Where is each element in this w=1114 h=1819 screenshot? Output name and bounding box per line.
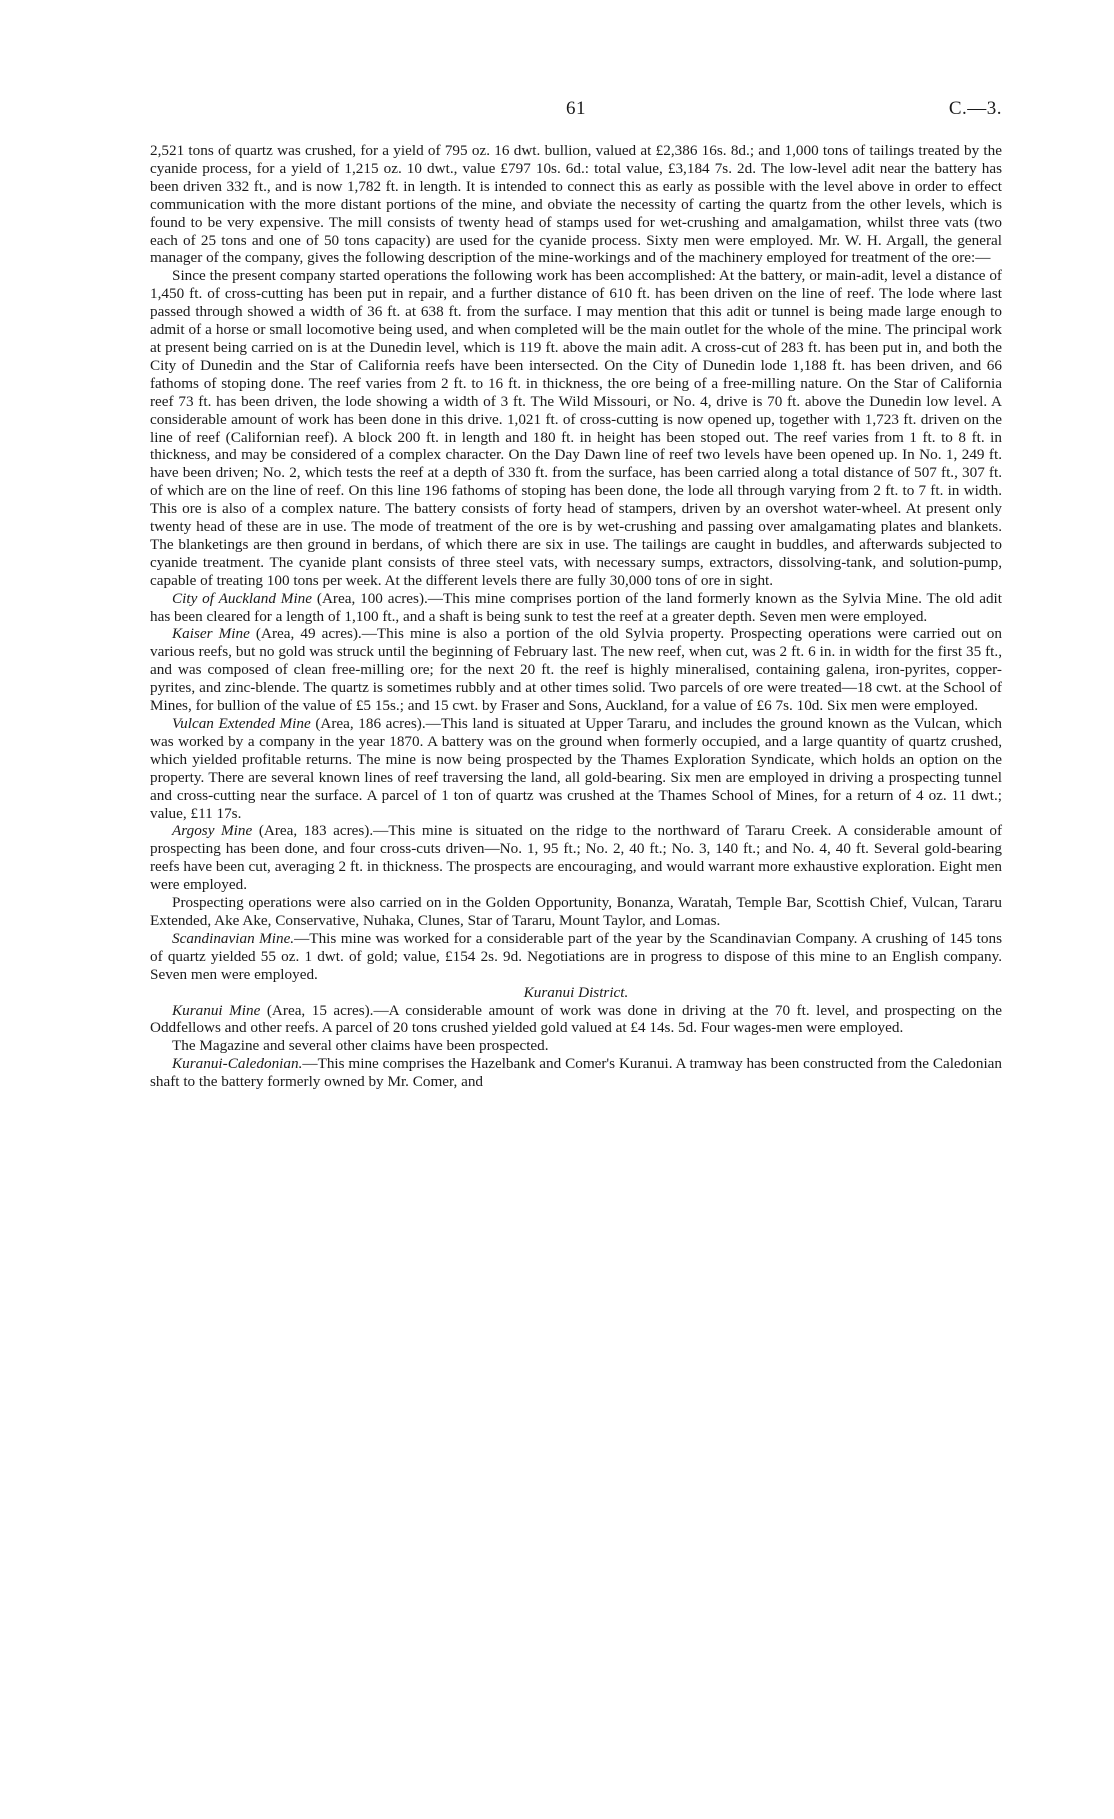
page-number: 61 — [566, 98, 586, 119]
section-heading: Kuranui District. — [523, 983, 629, 1001]
paragraph-text: (Area, 15 acres).—A considerable amount of work was done in driving at the 70 ft. level, and prospecting on the Oddfellows and other reefs. A parcel of 20 tons crushed yielded gold valued at £4 14s. 5d. Four wages-men were employed. — [150, 1001, 1002, 1037]
mine-name: Kaiser Mine — [172, 625, 250, 643]
mine-name: Vulcan Extended Mine — [172, 715, 311, 732]
paragraph-text: (Area, 49 acres).—This mine is also a portion of the old Sylvia property. Prospecting operations were carried out on various reefs, but no gold was struck until the beginning of February last. The new reef, when cut, was 2 ft. 6 in. in width for the first 35 ft., and was composed of clean free-milling ore; for the next 20 ft. the reef is highly mineralised, containing galena, iron-pyrites, copper-pyrites, and zinc-blende. The quartz is sometimes rubbly and at other times solid. Two parcels of ore were treated—18 cwt. at the School of Mines, for bullion of the value of £5 15s.; and 15 cwt. by Fraser and Sons, Auckland, for a value of £6 7s. 10d. Six men were employed. — [150, 625, 1002, 715]
page-header — [150, 92, 1002, 128]
mine-name: Argosy Mine — [172, 822, 253, 840]
paragraph-text: —This mine comprises the Hazelbank and Comer's Kuranui. A tramway has been constructed from the Caledonian shaft to the battery formerly owned by Mr. Comer, and — [150, 1055, 1002, 1091]
paragraph — [150, 822, 1002, 894]
paragraph — [150, 1002, 1002, 1038]
document-reference: C.—3. — [948, 98, 1002, 119]
mine-name: City of Auckland Mine — [172, 589, 313, 607]
paragraph — [150, 1055, 1002, 1091]
paragraph-text: Since the present company started operations the following work has been accomplished: At the battery, or main-adit, level a distance of 1,450 ft. of cross-cutting has been put in repair, and a further distance of 610 ft. has been driven on the line of reef. The lode where last passed through showed a width of 36 ft. at 638 ft. from the surface. I may mention that this adit or tunnel is being made large enough to admit of a horse or small locomotive being used, and when completed will be the main outlet for the whole of the mine. The principal work at present being carried on is at the Dunedin level, which is 119 ft. above the main adit. A cross-cut of 283 ft. has been put in, and both the City of Dunedin and the Star of California reefs have been intersected. On the City of Dunedin lode 1,188 ft. has been driven, and 66 fathoms of stoping done. The reef varies from 2 ft. to 16 ft. in thickness, the ore being of a free-milling nature. On the Star of California reef 73 ft. has been driven, the lode showing a width of 3 ft. The Wild Missouri, or No. 4, drive is 70 ft. above the Dunedin low level. A considerable amount of work has been done in this drive. 1,021 ft. of cross-cutting is now opened up, together with 1,723 ft. driven on the line of reef (Californian reef). A block 200 ft. in length and 180 ft. in height has been stoped out. The reef varies from 1 ft. to 8 ft. in thickness, and may be considered of a complex character. On the Day Dawn line of reef two levels have been opened up. In No. 1, 249 ft. have been driven; No. 2, which tests the reef at a depth of 330 ft. from the surface, has been carried along a total distance of 507 ft., 307 ft. of which are on the line of reef. On this line 196 fathoms of stoping has been done, the lode all through varying from 2 ft. to 7 ft. in width. This ore is also of a complex nature. The battery consists of forty head of stampers, driven by an overshot water-wheel. At present only twenty head of these are in use. The mode of treatment of the ore is by wet-crushing and passing over amalgamating plates and blankets. The blanketings are then ground in berdans, of which there are six in use. The tailings are caught in buddles, and afterwards subjected to cyanide treatment. The cyanide plant consists of three steel vats, with necessary sumps, extractors, dissolving-tank, and solution-pump, capable of treating 100 tons per week. At the different levels there are fully 30,000 tons of ore in sight. — [150, 267, 1002, 589]
mine-name: Scandinavian Mine. — [172, 929, 295, 947]
paragraph-text: The Magazine and several other claims have been prospected. — [172, 1037, 549, 1055]
paragraph — [150, 930, 1002, 984]
paragraph-text: —This mine was worked for a considerable part of the year by the Scandinavian Company. A crushing of 145 tons of quartz yielded 55 oz. 1 dwt. of gold; value, £154 2s. 9d. Negotiations are in progress to dispose of this mine to an English company. Seven men were employed. — [150, 929, 1002, 983]
paragraph — [150, 715, 1002, 822]
paragraph — [150, 267, 1002, 589]
paragraph — [150, 894, 1002, 930]
paragraph — [150, 1037, 1002, 1055]
body-text — [150, 142, 1002, 1091]
paragraph-text: Prospecting operations were also carried on in the Golden Opportunity, Bonanza, Waratah, Temple Bar, Scottish Chief, Vulcan, Tararu Extended, Ake Ake, Conservative, Nuhaka, Clunes, Star of Tararu, Mount Taylor, and Lomas. — [150, 894, 1002, 929]
paragraph — [150, 590, 1002, 626]
paragraph — [150, 142, 1002, 267]
paragraph-text: 2,521 tons of quartz was crushed, for a yield of 795 oz. 16 dwt. bullion, valued at £2,386 16s. 8d.; and 1,000 tons of tailings treated by the cyanide process, for a yield of 1,215 oz. 10 dwt., value £797 10s. 6d.: total value, £3,184 7s. 2d. The low-level adit near the battery has been driven 332 ft., and is now 1,782 ft. in length. It is intended to connect this as early as possible with the level above in order to effect communication with the more distant portions of the mine, and obviate the necessity of carting the quartz from the other levels, which is found to be very expensive. The mill consists of twenty head of stamps used for wet-crushing and amalgamation, whilst three vats (two each of 25 tons and one of 50 tons capacity) are used for the cyanide process. Sixty men were employed. Mr. W. H. Argall, the general manager of the company, gives the following description of the mine-workings and of the machinery employed for treatment of the ore:— — [150, 142, 1002, 267]
paragraph-text: (Area, 100 acres).—This mine comprises portion of the land formerly known as the Sylvia Mine. The old adit has been cleared for a length of 1,100 ft., and a shaft is being sunk to test the reef at a greater depth. Seven men were employed. — [150, 589, 1002, 625]
mine-name: Kuranui Mine — [172, 1001, 261, 1019]
paragraph — [150, 625, 1002, 715]
paragraph-text: (Area, 183 acres).—This mine is situated on the ridge to the northward of Tararu Creek. A considerable amount of prospecting has been done, and four cross-cuts driven—No. 1, 95 ft.; No. 2, 40 ft.; No. 3, 140 ft.; and No. 4, 40 ft. Several gold-bearing reefs have been cut, averaging 2 ft. in thickness. The prospects are encouraging, and would warrant more exhaustive exploration. Eight men were employed. — [150, 822, 1003, 894]
mine-name: Kuranui-Caledonian. — [172, 1055, 303, 1073]
paragraph-text: (Area, 186 acres).—This land is situated at Upper Tararu, and includes the ground known as the Vulcan, which was worked by a company in the year 1870. A battery was on the ground when formerly occupied, and a large quantity of quartz crushed, which yielded profitable returns. The mine is now being prospected by the Thames Exploration Syndicate, which holds an option on the property. There are several known lines of reef traversing the land, all gold-bearing. Six men are employed in driving a prospecting tunnel and cross-cutting near the surface. A parcel of 1 ton of quartz was crushed at the Thames School of Mines, for a return of 4 oz. 11 dwt.; value, £11 17s. — [150, 715, 1002, 822]
